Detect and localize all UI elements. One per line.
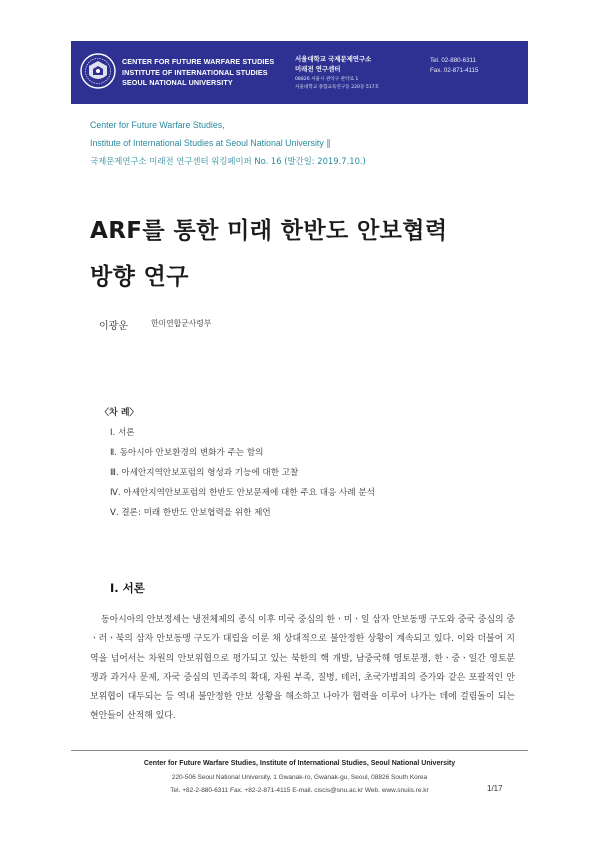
toc-item: Ⅳ. 아세안지역안보포럼의 한반도 안보문제에 대한 주요 대응 사례 분석 (110, 488, 375, 498)
header-fax: Fax. 02-871-4115 (430, 66, 479, 74)
footer-divider (71, 750, 528, 751)
series-line-3: 국제문제연구소 미래전 연구센터 워킹페이퍼 No. 16 (발간일: 2019.7.10.) (90, 156, 366, 166)
paper-title-line-1: ARF를 통한 미래 한반도 안보협력 (90, 218, 448, 244)
institute-name-en (122, 57, 274, 89)
footer-contact: Tel. +82-2-880-6311 Fax. +82-2-871-4115 E-mail. ciscis@snu.ac.kr Web. www.snuiis.re.kr (170, 787, 429, 794)
address-line: 서울대학교 종합교육연구동 220동 517호 (295, 84, 380, 90)
header-contact (430, 56, 478, 75)
header-tel: Tel. 02-880-6311 (430, 57, 476, 64)
address-line: 08826 서울시 관악구 관악로 1 (295, 77, 359, 82)
series-line-1: Center for Future Warfare Studies, (90, 120, 225, 130)
toc-heading: 〈차 례〉 (100, 408, 139, 418)
body-paragraph (90, 611, 515, 727)
footer-institute: Center for Future Warfare Studies, Institute of International Studies, Seoul National University (143, 760, 456, 767)
header-banner (71, 41, 528, 104)
page-number: 1/17 (487, 784, 503, 793)
author-affiliation: 한미연합군사령부 (151, 319, 212, 328)
toc-item: Ⅱ. 동아시아 안보환경의 변화가 주는 함의 (110, 448, 264, 458)
footer-address: 220-506 Seoul National University, 1 Gwanak-ro, Gwanak-gu, Seoul, 08826 South Korea (171, 774, 428, 781)
institute-ko-subtitle: 미래전 연구센터 (295, 64, 341, 73)
institute-en-line: SEOUL NATIONAL UNIVERSITY (122, 78, 233, 87)
institute-ko-title: 서울대학교 국제문제연구소 (295, 55, 372, 63)
toc-item: Ⅴ. 결론: 미래 한반도 안보협력을 위한 제언 (110, 508, 271, 518)
page-footer (71, 757, 528, 797)
institute-en-line: CENTER FOR FUTURE WARFARE STUDIES (122, 57, 275, 66)
author-name: 이광운 (99, 321, 128, 332)
table-of-contents (100, 405, 375, 523)
series-line-2 (90, 134, 366, 152)
series-line-2-suffix: ∥ (326, 138, 331, 148)
toc-item: Ⅰ. 서론 (110, 428, 135, 438)
university-seal-icon (80, 53, 116, 89)
institute-en-line: INSTITUTE OF INTERNATIONAL STUDIES (122, 67, 268, 77)
series-line-2-text: Institute of International Studies at Seoul National University (90, 138, 324, 148)
series-info (90, 116, 366, 170)
institute-name-ko (295, 55, 379, 91)
section-heading: Ⅰ. 서론 (110, 581, 145, 595)
paper-title (90, 208, 447, 300)
paper-title-line-2: 방향 연구 (90, 264, 189, 290)
toc-item: Ⅲ. 아세안지역안보포럼의 형성과 기능에 대한 고찰 (110, 468, 299, 478)
body-paragraph-text: 동아시아의 안보정세는 냉전체제의 종식 이후 미국 중심의 한ㆍ미ㆍ일 삼자 안보동맹 구도와 중국 중심의 중ㆍ러ㆍ북의 삼자 안보동맹 구도가 대립을 이룬 채 상대적으로 불안정한 상황이 계속되고 있다. 이와 더불어 지역을 넘어서는 차원의 안보위협으로 평가되고 있는 북한의 핵 개발, 남중국해 영토분쟁, 한ㆍ중ㆍ일간 영토분쟁과 과거사 문제, 자국 중심의 민족주의 확대, 자원 부족, 질병, 테러, 초국가범죄의 증가와 같은 포괄적인 안보위협이 대두되는 등 역내 불안정한 안보 상황을 해소하고 나아가 협력을 이루어 나가는 데에 걸림돌이 되는 현안들이 산적해 있다. (90, 615, 515, 722)
